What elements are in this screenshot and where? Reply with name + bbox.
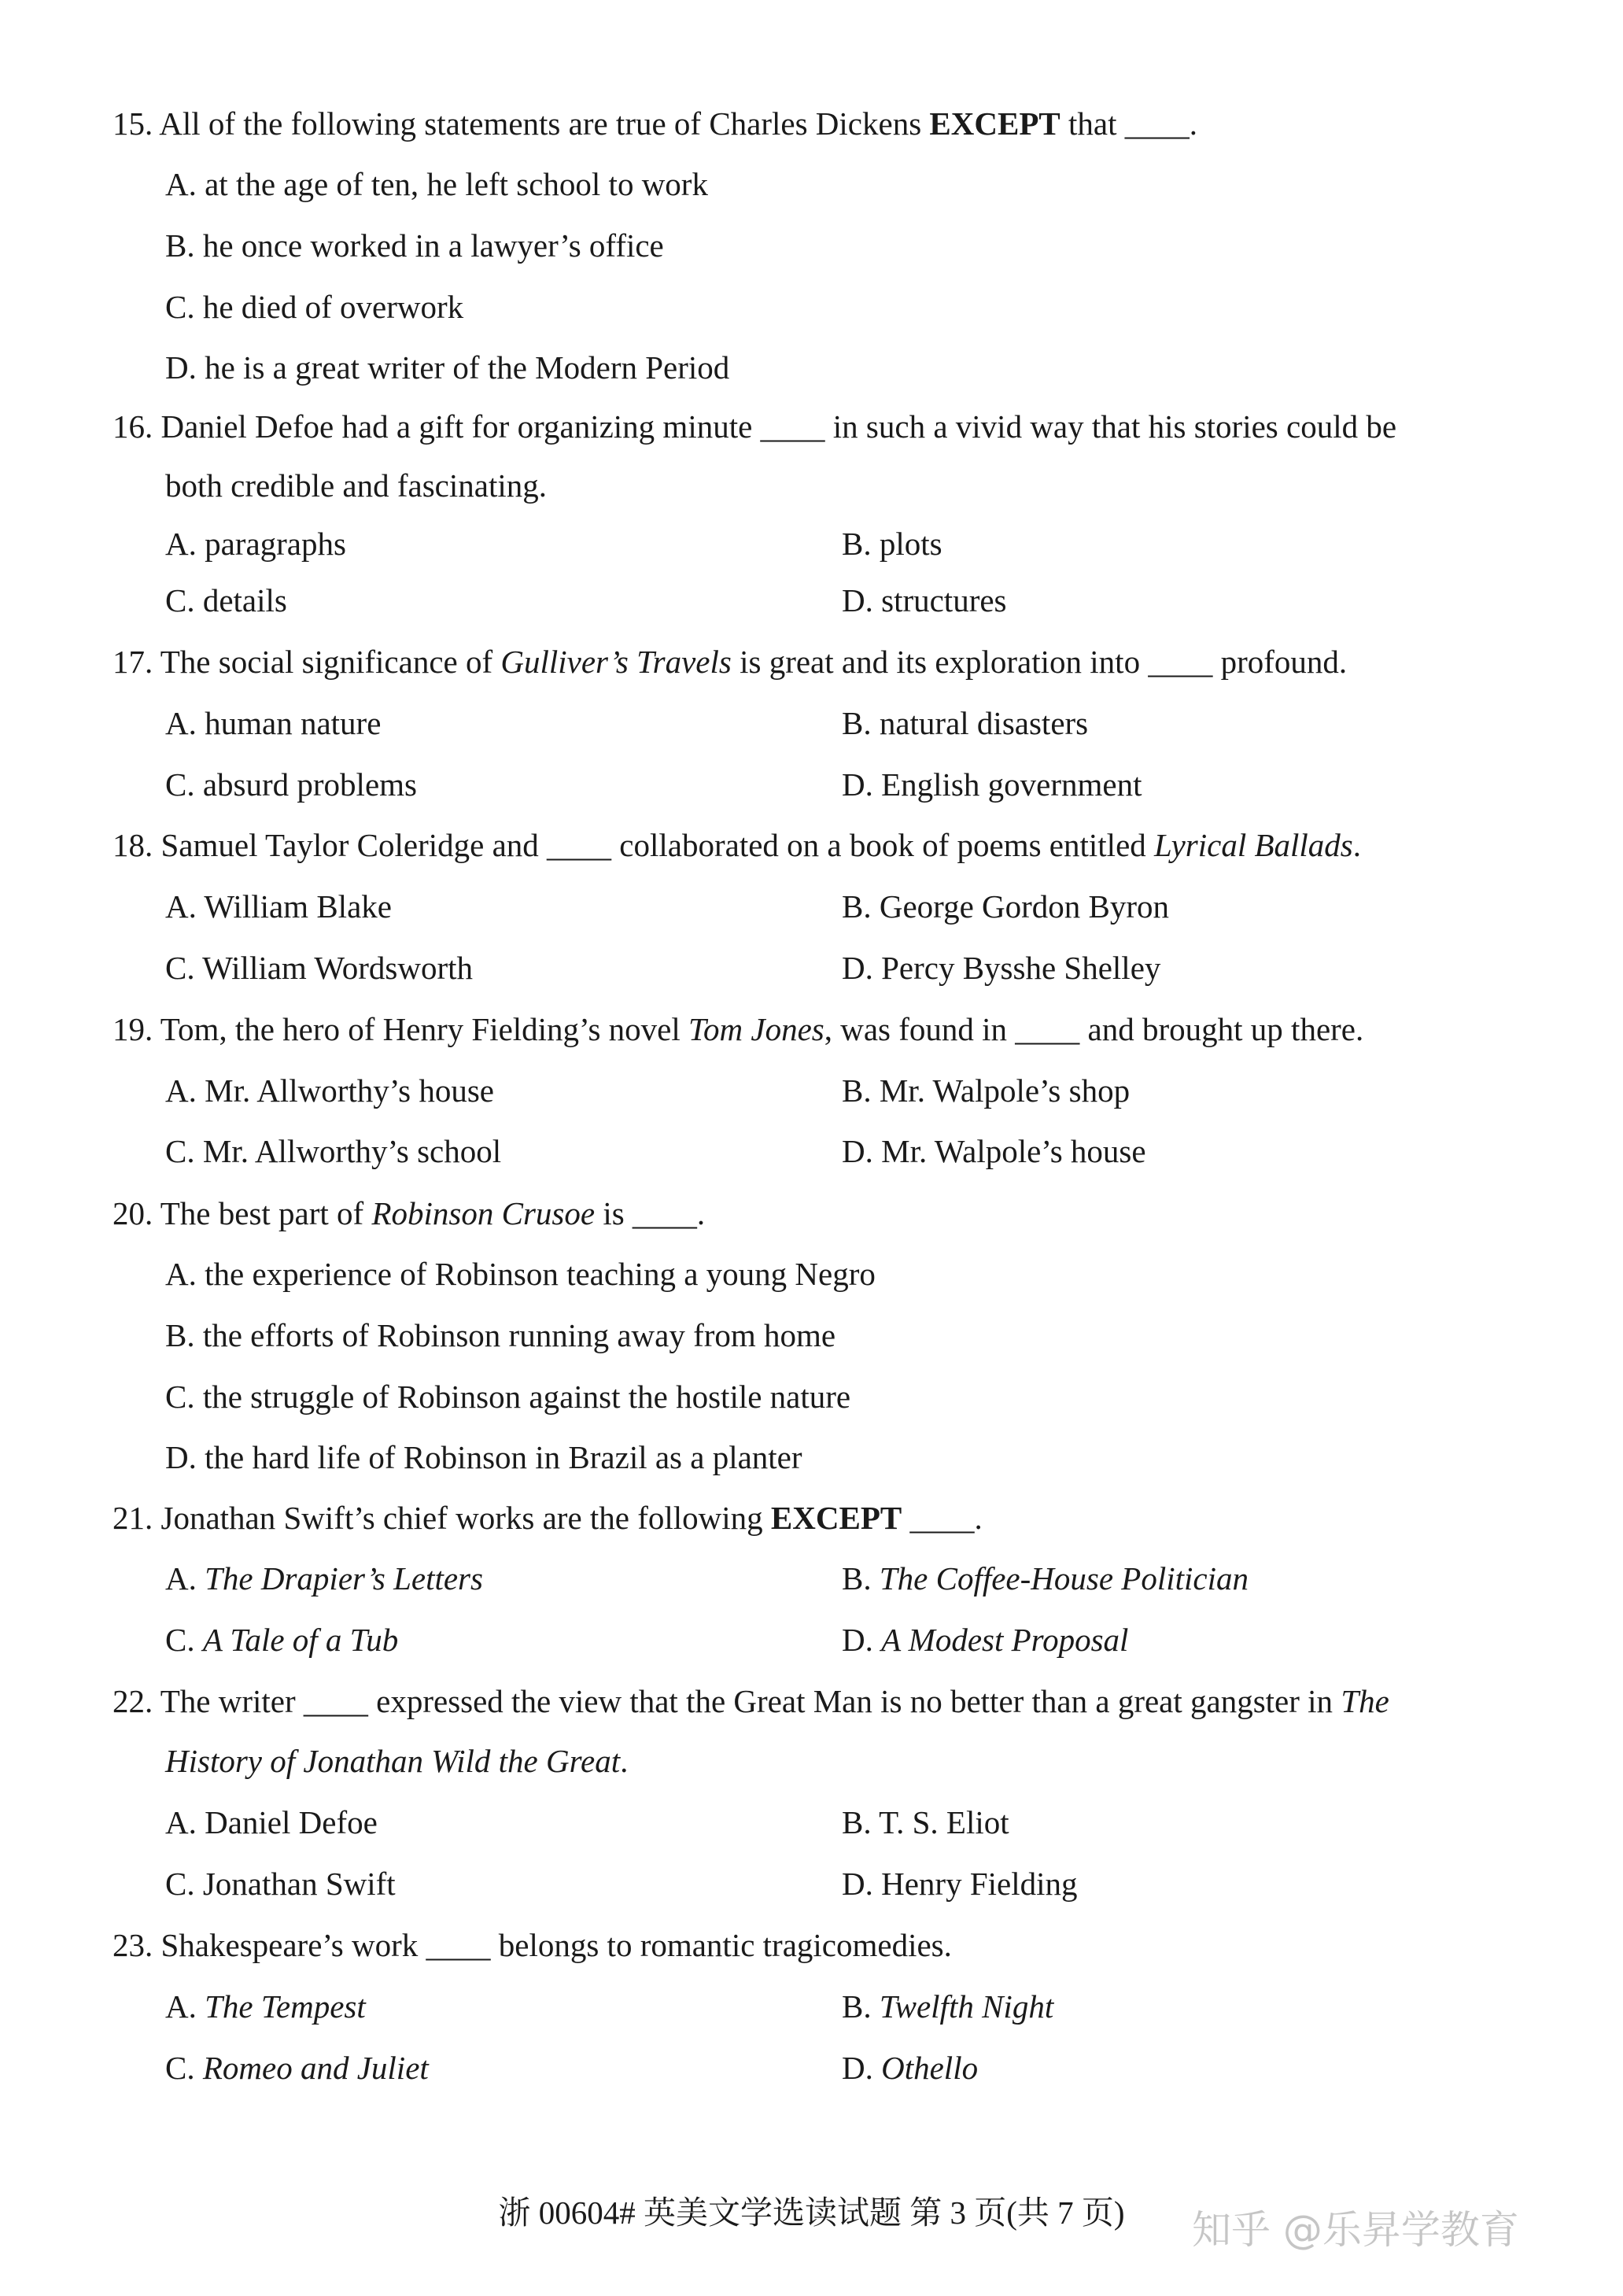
question-22-stem-continued xyxy=(165,1740,628,1781)
question-19-option-d: D. Mr. Walpole’s house xyxy=(842,1133,1146,1169)
question-18-option-d: D. Percy Bysshe Shelley xyxy=(842,950,1161,986)
stem-text: . xyxy=(1352,827,1362,863)
question-18-option-b: B. George Gordon Byron xyxy=(842,888,1170,925)
question-15-option-c: C. he died of overwork xyxy=(165,289,464,325)
question-15-option-b: B. he once worked in a lawyer’s office xyxy=(165,227,664,264)
stem-emphasis: EXCEPT xyxy=(770,1500,902,1536)
question-22-option-d: D. Henry Fielding xyxy=(842,1866,1078,1902)
stem-text: is great and its exploration into ____ profound. xyxy=(731,644,1348,680)
option-title: Twelfth Night xyxy=(879,1988,1054,2025)
question-18-option-a: A. William Blake xyxy=(165,888,392,925)
question-20-stem xyxy=(113,1193,705,1234)
question-16-option-a: A. paragraphs xyxy=(165,526,346,562)
question-19-option-c: C. Mr. Allworthy’s school xyxy=(165,1133,502,1169)
question-16-option-d: D. structures xyxy=(842,582,1007,618)
question-20-option-d: D. the hard life of Robinson in Brazil as a planter xyxy=(165,1439,802,1475)
option-title: A Tale of a Tub xyxy=(202,1622,399,1658)
question-15-option-a: A. at the age of ten, he left school to work xyxy=(165,166,708,202)
stem-text: , was found in ____ and brought up there. xyxy=(824,1011,1364,1047)
stem-title: Robinson Crusoe xyxy=(371,1195,596,1231)
question-19-option-b: B. Mr. Walpole’s shop xyxy=(842,1072,1131,1109)
question-15-stem xyxy=(113,103,1197,144)
question-16-option-c: C. details xyxy=(165,582,287,618)
question-19-option-a: A. Mr. Allworthy’s house xyxy=(165,1072,494,1109)
option-letter: B. xyxy=(842,1988,880,2025)
option-letter: D. xyxy=(842,2050,882,2086)
option-title: The Tempest xyxy=(205,1988,366,2025)
option-letter: A. xyxy=(165,1560,205,1596)
question-23-option-a xyxy=(165,1986,366,2027)
stem-title: Lyrical Ballads xyxy=(1154,827,1353,863)
option-letter: D. xyxy=(842,1622,882,1658)
stem-text: that ____. xyxy=(1060,105,1197,142)
stem-text: is ____. xyxy=(595,1195,706,1231)
question-16-stem: 16. Daniel Defoe had a gift for organizing minute ____ in such a vivid way that his stories could be xyxy=(113,408,1397,445)
question-20-option-c: C. the struggle of Robinson against the hostile nature xyxy=(165,1379,851,1415)
question-19-stem xyxy=(113,1009,1363,1050)
question-18-option-c: C. William Wordsworth xyxy=(165,950,474,986)
question-20-option-b: B. the efforts of Robinson running away from home xyxy=(165,1317,836,1353)
question-21-option-c xyxy=(165,1619,398,1660)
question-17-option-b: B. natural disasters xyxy=(842,705,1089,741)
stem-title: History of Jonathan Wild the Great xyxy=(165,1743,621,1779)
stem-text: 19. Tom, the hero of Henry Fielding’s novel xyxy=(113,1011,688,1047)
option-title: Othello xyxy=(881,2050,979,2086)
question-17-option-a: A. human nature xyxy=(165,705,382,741)
page-footer: 浙 00604# 英美文学选读试题 第 3 页(共 7 页) xyxy=(498,2194,1125,2231)
option-title: The Drapier’s Letters xyxy=(205,1560,483,1596)
question-17-option-c: C. absurd problems xyxy=(165,766,417,803)
stem-title: Gulliver’s Travels xyxy=(500,644,732,680)
question-15-option-d: D. he is a great writer of the Modern Period xyxy=(165,349,730,386)
question-22-option-b: B. T. S. Eliot xyxy=(842,1804,1009,1840)
stem-text: . xyxy=(620,1743,629,1779)
watermark: 知乎 @乐昇学教育 xyxy=(1192,2207,1519,2253)
question-21-stem xyxy=(113,1497,983,1538)
question-16-stem-continued: both credible and fascinating. xyxy=(165,467,547,504)
question-23-option-b xyxy=(842,1986,1053,2027)
option-letter: C. xyxy=(165,1622,203,1658)
question-21-option-a xyxy=(165,1558,483,1599)
question-23-option-c xyxy=(165,2047,429,2088)
stem-title: Tom Jones xyxy=(688,1011,824,1047)
stem-title: The xyxy=(1341,1683,1389,1719)
question-22-option-a: A. Daniel Defoe xyxy=(165,1804,378,1840)
option-letter: A. xyxy=(165,1988,205,2025)
stem-text: 22. The writer ____ expressed the view that the Great Man is no better than a great gangster in xyxy=(113,1683,1341,1719)
stem-text: 15. All of the following statements are true of Charles Dickens xyxy=(113,105,930,142)
question-21-option-d xyxy=(842,1619,1128,1660)
question-20-option-a: A. the experience of Robinson teaching a young Negro xyxy=(165,1256,876,1292)
question-23-option-d xyxy=(842,2047,978,2088)
option-title: Romeo and Juliet xyxy=(202,2050,429,2086)
question-18-stem xyxy=(113,825,1361,866)
option-title: The Coffee-House Politician xyxy=(879,1560,1249,1596)
question-21-option-b xyxy=(842,1558,1249,1599)
option-title: A Modest Proposal xyxy=(881,1622,1129,1658)
stem-text: ____. xyxy=(902,1500,983,1536)
stem-text: 17. The social significance of xyxy=(113,644,501,680)
question-23-stem: 23. Shakespeare’s work ____ belongs to romantic tragicomedies. xyxy=(113,1927,952,1963)
option-letter: C. xyxy=(165,2050,203,2086)
stem-emphasis: EXCEPT xyxy=(929,105,1060,142)
stem-text: 18. Samuel Taylor Coleridge and ____ collaborated on a book of poems entitled xyxy=(113,827,1155,863)
question-22-option-c: C. Jonathan Swift xyxy=(165,1866,396,1902)
option-letter: B. xyxy=(842,1560,880,1596)
stem-text: 20. The best part of xyxy=(113,1195,372,1231)
question-16-option-b: B. plots xyxy=(842,526,942,562)
stem-text: 21. Jonathan Swift’s chief works are the following xyxy=(113,1500,771,1536)
question-17-stem xyxy=(113,641,1347,682)
question-22-stem xyxy=(113,1681,1389,1722)
question-17-option-d: D. English government xyxy=(842,766,1142,803)
